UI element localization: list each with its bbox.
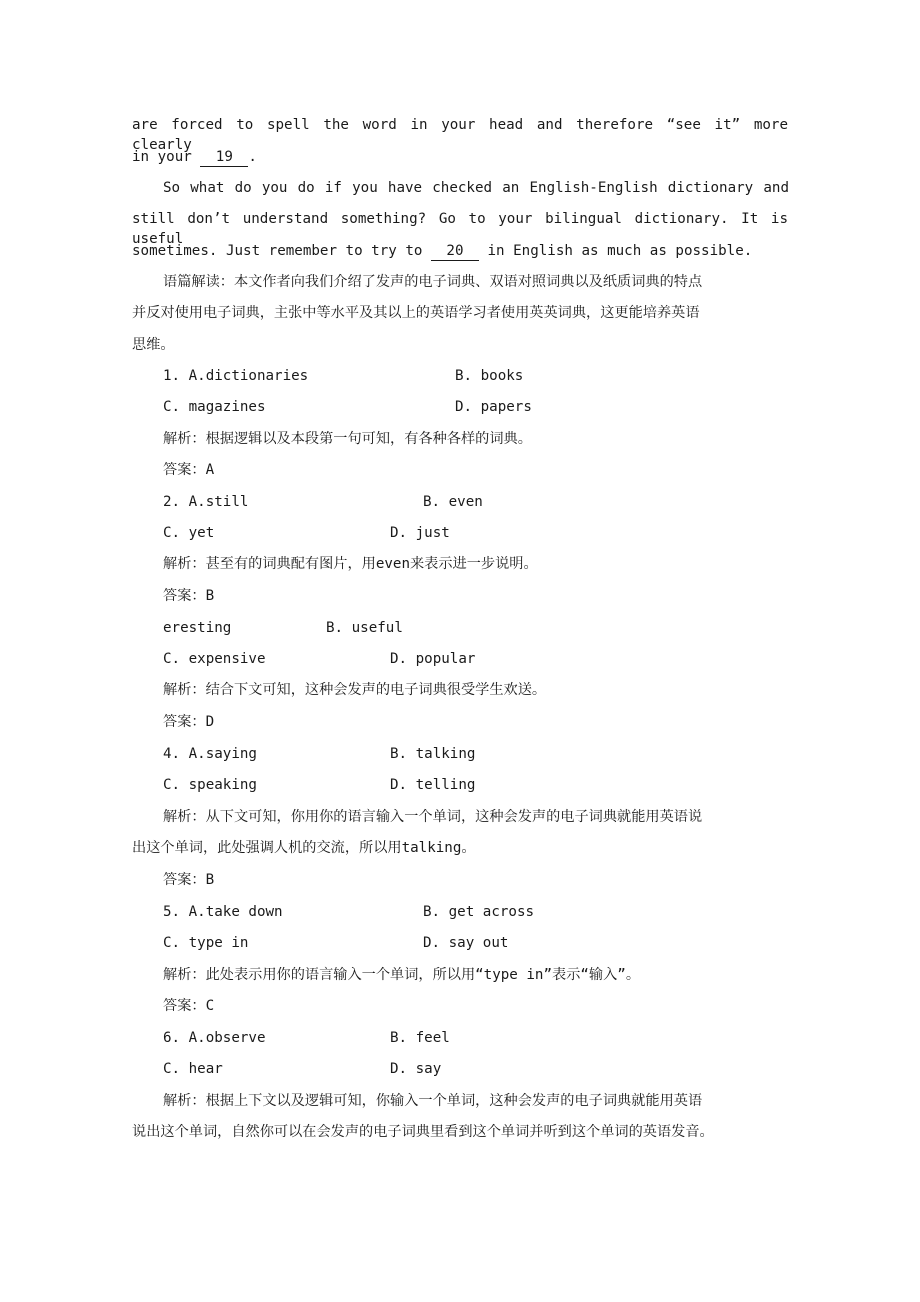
passage-text: .	[248, 149, 257, 165]
analysis-text: 解析：结合下文可知，这种会发声的电子词典很受学生欢送。	[163, 682, 547, 698]
analysis-text: 出这个单词，此处强调人机的交流，所以用talking。	[132, 840, 476, 856]
option-a: 5. A.take down	[163, 904, 283, 920]
analysis-text: 解析：根据逻辑以及本段第一句可知，有各种各样的词典。	[163, 431, 532, 447]
option-d: D. papers	[455, 399, 532, 415]
option-a: 2. A.still	[163, 494, 249, 510]
passage-text: in your	[132, 149, 201, 165]
passage-line	[132, 147, 257, 167]
option-a: 1. A.dictionaries	[163, 368, 309, 384]
option-c: C. magazines	[163, 399, 266, 415]
option-c: C. type in	[163, 935, 249, 951]
option-c: C. hear	[163, 1061, 223, 1077]
summary-line: 语篇解读：本文作者向我们介绍了发声的电子词典、双语对照词典以及纸质词典的特点	[163, 274, 703, 290]
answer-text: 答案：C	[163, 998, 215, 1014]
option-a: 4. A.saying	[163, 746, 257, 762]
option-a: 6. A.observe	[163, 1030, 266, 1046]
blank-20: 20	[431, 243, 479, 261]
summary-line: 思维。	[132, 337, 175, 353]
answer-text: 答案：B	[163, 588, 215, 604]
analysis-text: 解析：此处表示用你的语言输入一个单词，所以用“type in”表示“输入”。	[163, 967, 641, 983]
option-d: D. telling	[390, 777, 476, 793]
option-b: B. useful	[326, 620, 403, 636]
option-c: C. yet	[163, 525, 215, 541]
option-d: D. just	[390, 525, 450, 541]
answer-text: 答案：B	[163, 872, 215, 888]
passage-line: are forced to spell the word in your head and therefore “see it” more clearly	[132, 117, 788, 153]
passage-text: in English as much as possible.	[478, 243, 753, 259]
analysis-text: 说出这个单词，自然你可以在会发声的电子词典里看到这个单词并听到这个单词的英语发音。	[132, 1124, 714, 1140]
option-b: B. even	[423, 494, 483, 510]
option-b: B. books	[455, 368, 524, 384]
option-b: B. get across	[423, 904, 535, 920]
option-b: B. talking	[390, 746, 476, 762]
passage-line: So what do you do if you have checked an English-English dictionary and	[163, 180, 789, 196]
passage-line: still don’t understand something? Go to your bilingual dictionary. It is useful	[132, 211, 788, 247]
analysis-text: 解析：根据上下文以及逻辑可知，你输入一个单词，这种会发声的电子词典就能用英语	[163, 1093, 703, 1109]
option-c: C. expensive	[163, 651, 266, 667]
answer-text: 答案：A	[163, 462, 215, 478]
analysis-text: 解析：从下文可知，你用你的语言输入一个单词，这种会发声的电子词典就能用英语说	[163, 809, 703, 825]
blank-19: 19	[200, 149, 248, 167]
option-c: C. speaking	[163, 777, 257, 793]
option-d: D. say out	[423, 935, 509, 951]
analysis-text: 解析：甚至有的词典配有图片，用even来表示进一步说明。	[163, 556, 538, 572]
option-d: D. say	[390, 1061, 442, 1077]
option-a: eresting	[163, 620, 232, 636]
passage-text: sometimes. Just remember to try to	[132, 243, 431, 259]
passage-line	[132, 241, 752, 261]
option-b: B. feel	[390, 1030, 450, 1046]
option-d: D. popular	[390, 651, 476, 667]
answer-text: 答案：D	[163, 714, 215, 730]
summary-line: 并反对使用电子词典，主张中等水平及其以上的英语学习者使用英英词典，这更能培养英语	[132, 305, 700, 321]
